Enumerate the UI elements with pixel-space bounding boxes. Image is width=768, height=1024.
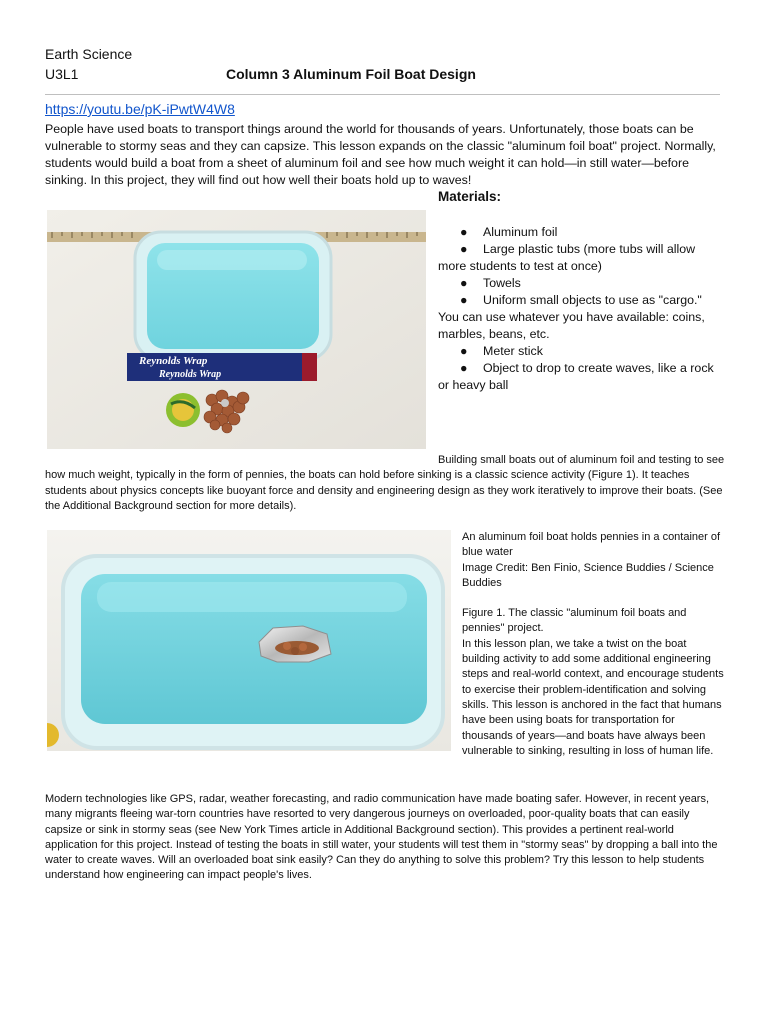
figure-alt-text: An aluminum foil boat holds pennies in a container of blue water xyxy=(462,531,721,559)
materials-item: ● Aluminum foil xyxy=(460,225,558,239)
page-title: Column 3 Aluminum Foil Boat Design xyxy=(226,66,476,82)
header-divider xyxy=(45,94,720,95)
course-name: Earth Science xyxy=(45,46,133,62)
box-brand-text-1: Reynolds Wrap xyxy=(139,355,208,367)
box-brand-text-2: Reynolds Wrap xyxy=(159,369,222,380)
materials-heading: Materials: xyxy=(438,189,502,204)
materials-list xyxy=(438,224,720,394)
figure-caption-column xyxy=(462,530,724,759)
intro-paragraph: People have used boats to transport things around the world for thousands of years. Unfortunately, those boats can be vulnerable to stormy seas and they can capsize. This lesson expands on the classic "aluminum foil boat" project. Normally, students would build a boat from a sheet of aluminum foil and see how much weight it can hold—in still water—before sinking. In this project, they will find out how well their boats hold up to waves! xyxy=(45,122,716,187)
materials-item: ● Uniform small objects to use as "cargo." You can use whatever you have available: coins, marbles, beans, etc. xyxy=(438,293,705,341)
background-paragraph: Building small boats out of aluminum foil and testing to see how much weight, typically in the form of pennies, the boats can hold before sinking is a classic science activity (Figure 1). It teaches students about physics concepts like buoyant force and density and engineering design as they work iteratively to improve their boats. (See the Additional Background section for more details). xyxy=(45,454,725,512)
materials-item: ● Towels xyxy=(460,276,521,290)
figure-photo xyxy=(47,530,451,751)
application-paragraph: Modern technologies like GPS, radar, weather forecasting, and radio communication have made boating safer. However, in recent years, many migrants fleeing war-torn countries have resorted to very dangerous journeys on overloaded, poor-quality boats that can easily capsize or sink in stormy seas (see New York Times article in Additional Background section). This provides a pertinent real-world application for this project. Instead of testing the boats in still water, your students will test them in "stormy seas" by dropping a ball into the water to create waves. Will an overloaded boat sink easily? Can they do anything to solve this problem? Try this lesson to help students understand how engineering can impact people's lives. xyxy=(45,793,718,882)
materials-item: ● Large plastic tubs (more tubs will allow more students to test at once) xyxy=(438,242,696,273)
figure-description: In this lesson plan, we take a twist on the boat building activity to add some additional engineering steps and real-world context, and encourage students to exercise their problem-identification and solving skills. This lesson is anchored in the fact that humans have been using boats for transportation for thousands of years—and boats have always been vulnerable to sinking, resulting in loss of human life. xyxy=(462,637,724,757)
video-link[interactable]: https://youtu.be/pK-iPwtW4W8 xyxy=(45,101,235,117)
figure-credit: Image Credit: Ben Finio, Science Buddies / Science Buddies xyxy=(462,561,714,589)
materials-item: ● Meter stick xyxy=(460,344,543,358)
figure-caption: Figure 1. The classic "aluminum foil boats and pennies" project. xyxy=(462,607,687,635)
materials-photo xyxy=(47,210,426,449)
unit-code: U3L1 xyxy=(45,66,79,82)
materials-item: ● Object to drop to create waves, like a rock or heavy ball xyxy=(438,361,714,392)
